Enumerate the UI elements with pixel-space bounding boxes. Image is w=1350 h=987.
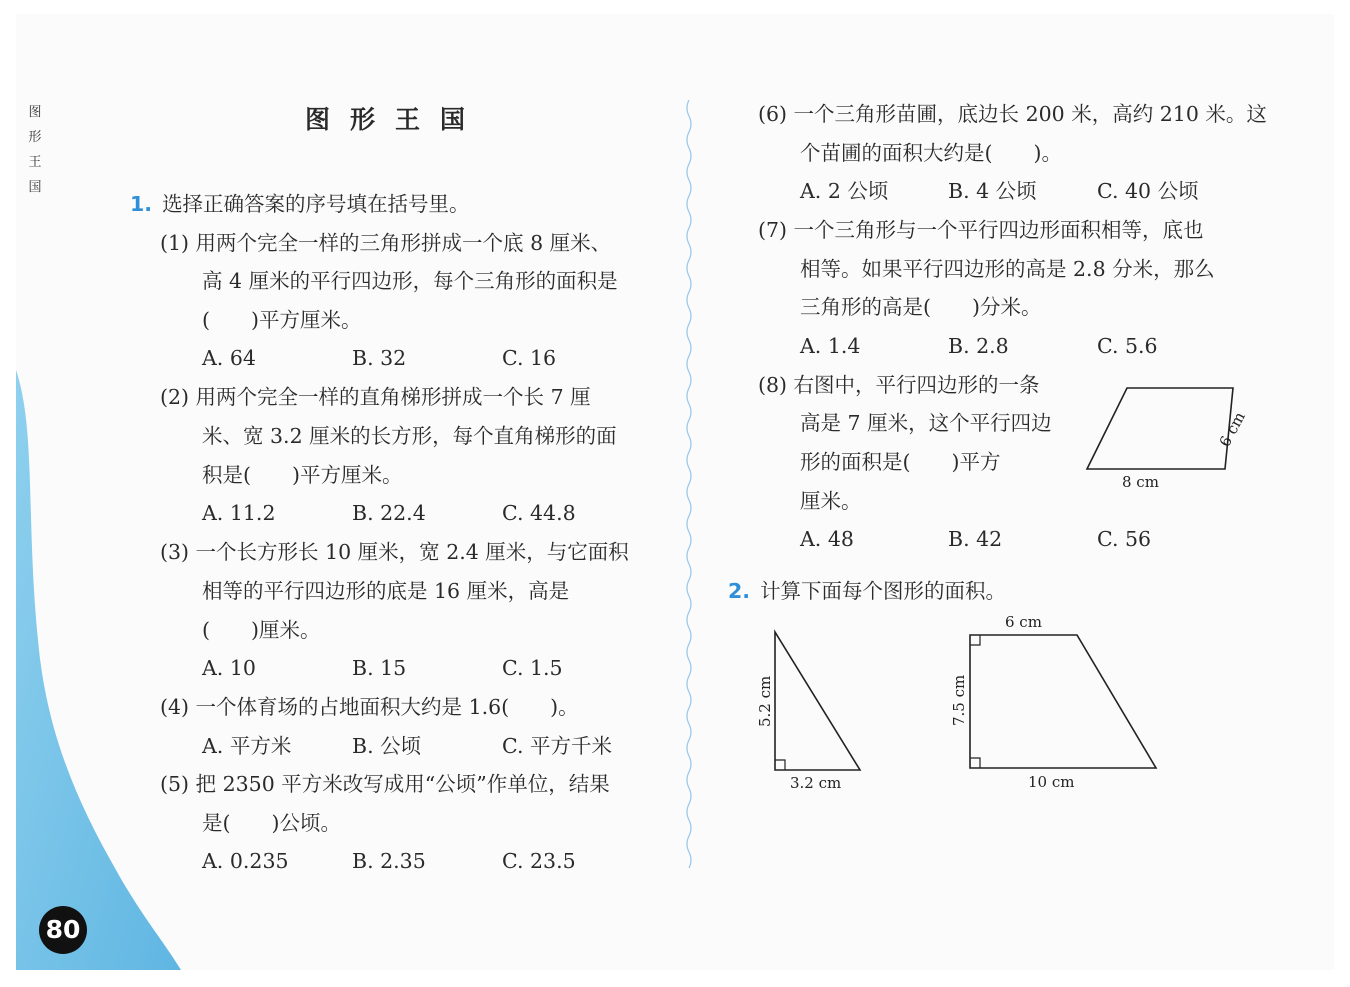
parallelogram-base-label: 8 cm xyxy=(1122,473,1159,491)
question-1-heading xyxy=(130,191,470,217)
trapezoid-bottom-label: 10 cm xyxy=(1028,773,1075,791)
column-divider xyxy=(683,100,695,880)
option-a: A. 0.235 xyxy=(202,849,289,873)
q1-item-7-line-2: 相等。如果平行四边形的高是 2.8 分米，那么 xyxy=(800,257,1215,281)
question-number: 1. xyxy=(130,192,153,216)
option-c: C. 40 公顷 xyxy=(1097,179,1199,203)
triangle-base-label: 3.2 cm xyxy=(790,774,842,792)
option-c: C. 5.6 xyxy=(1097,334,1158,358)
right-angle-mark xyxy=(775,760,785,770)
option-b: B. 2.8 xyxy=(948,334,1009,358)
q1-item-4-line-1: (4) 一个体育场的占地面积大约是 1.6( )。 xyxy=(160,695,579,719)
decorative-wave xyxy=(16,370,186,970)
q1-item-8-line-4: 厘米。 xyxy=(800,489,862,513)
option-a: A. 11.2 xyxy=(202,501,276,525)
q1-item-5-line-2: 是( )公顷。 xyxy=(202,811,341,835)
q1-item-8-line-3: 形的面积是( )平方 xyxy=(800,450,1001,474)
option-a: A. 48 xyxy=(800,527,854,551)
option-b: B. 15 xyxy=(352,656,407,680)
side-tab-char: 国 xyxy=(28,180,42,195)
q1-item-7-line-3: 三角形的高是( )分米。 xyxy=(800,295,1042,319)
right-triangle-figure xyxy=(750,625,880,800)
side-chapter-tab xyxy=(27,100,43,200)
option-a: A. 平方米 xyxy=(202,734,292,758)
question-prompt: 计算下面每个图形的面积。 xyxy=(760,579,1007,603)
parallelogram-side-label: 6 cm xyxy=(1215,408,1249,450)
option-a: A. 2 公顷 xyxy=(800,179,889,203)
q1-item-6-line-1: (6) 一个三角形苗圃，底边长 200 米，高约 210 米。这 xyxy=(758,102,1267,126)
option-c: C. 23.5 xyxy=(502,849,576,873)
option-a: A. 10 xyxy=(202,656,256,680)
option-b: B. 2.35 xyxy=(352,849,426,873)
option-a: A. 64 xyxy=(202,346,256,370)
page-title: 图形王国 xyxy=(305,105,486,134)
option-a: A. 1.4 xyxy=(800,334,861,358)
question-2-heading xyxy=(728,578,1006,604)
option-c: C. 56 xyxy=(1097,527,1152,551)
option-c: C. 1.5 xyxy=(502,656,563,680)
option-c: C. 16 xyxy=(502,346,557,370)
trapezoid-shape xyxy=(970,635,1156,768)
q1-item-3-line-3: ( )厘米。 xyxy=(202,618,321,642)
q1-item-2-line-3: 积是( )平方厘米。 xyxy=(202,463,403,487)
option-b: B. 42 xyxy=(948,527,1003,551)
right-angle-mark-bottom xyxy=(970,758,980,768)
triangle-height-label: 5.2 cm xyxy=(756,675,774,727)
question-prompt: 选择正确答案的序号填在括号里。 xyxy=(162,192,470,216)
q1-item-3-line-1: (3) 一个长方形长 10 厘米，宽 2.4 厘米，与它面积 xyxy=(160,540,629,564)
q1-item-1-line-1: (1) 用两个完全一样的三角形拼成一个底 8 厘米、 xyxy=(160,231,612,255)
option-b: B. 4 公顷 xyxy=(948,179,1037,203)
side-tab-char: 形 xyxy=(28,130,42,145)
right-angle-mark-top xyxy=(970,635,980,645)
option-b: B. 32 xyxy=(352,346,407,370)
q1-item-8-line-1: (8) 右图中，平行四边形的一条 xyxy=(758,373,1040,397)
triangle-shape xyxy=(775,632,860,770)
q1-item-5-line-1: (5) 把 2350 平方米改写成用“公顷”作单位，结果 xyxy=(160,772,610,796)
right-trapezoid-figure xyxy=(940,608,1170,798)
q1-item-7-line-1: (7) 一个三角形与一个平行四边形面积相等，底也 xyxy=(758,218,1204,242)
option-b: B. 公顷 xyxy=(352,734,422,758)
q1-item-3-line-2: 相等的平行四边形的底是 16 厘米，高是 xyxy=(202,579,570,603)
q1-item-2-line-1: (2) 用两个完全一样的直角梯形拼成一个长 7 厘 xyxy=(160,385,591,409)
side-tab-char: 王 xyxy=(28,155,42,170)
option-b: B. 22.4 xyxy=(352,501,426,525)
side-tab-char: 图 xyxy=(28,105,42,120)
q1-item-8-line-2: 高是 7 厘米，这个平行四边 xyxy=(800,411,1052,435)
question-number: 2. xyxy=(728,579,751,603)
trapezoid-top-label: 6 cm xyxy=(1005,613,1042,631)
q1-item-1-line-3: ( )平方厘米。 xyxy=(202,308,362,332)
trapezoid-height-label: 7.5 cm xyxy=(950,674,968,726)
q1-item-6-line-2: 个苗圃的面积大约是( )。 xyxy=(800,141,1062,165)
q1-item-2-line-2: 米、宽 3.2 厘米的长方形，每个直角梯形的面 xyxy=(202,424,617,448)
option-c: C. 44.8 xyxy=(502,501,576,525)
page-number: 80 xyxy=(39,906,87,954)
parallelogram-figure xyxy=(1080,378,1260,498)
option-c: C. 平方千米 xyxy=(502,734,612,758)
parallelogram-shape xyxy=(1087,388,1233,469)
q1-item-1-line-2: 高 4 厘米的平行四边形，每个三角形的面积是 xyxy=(202,269,618,293)
